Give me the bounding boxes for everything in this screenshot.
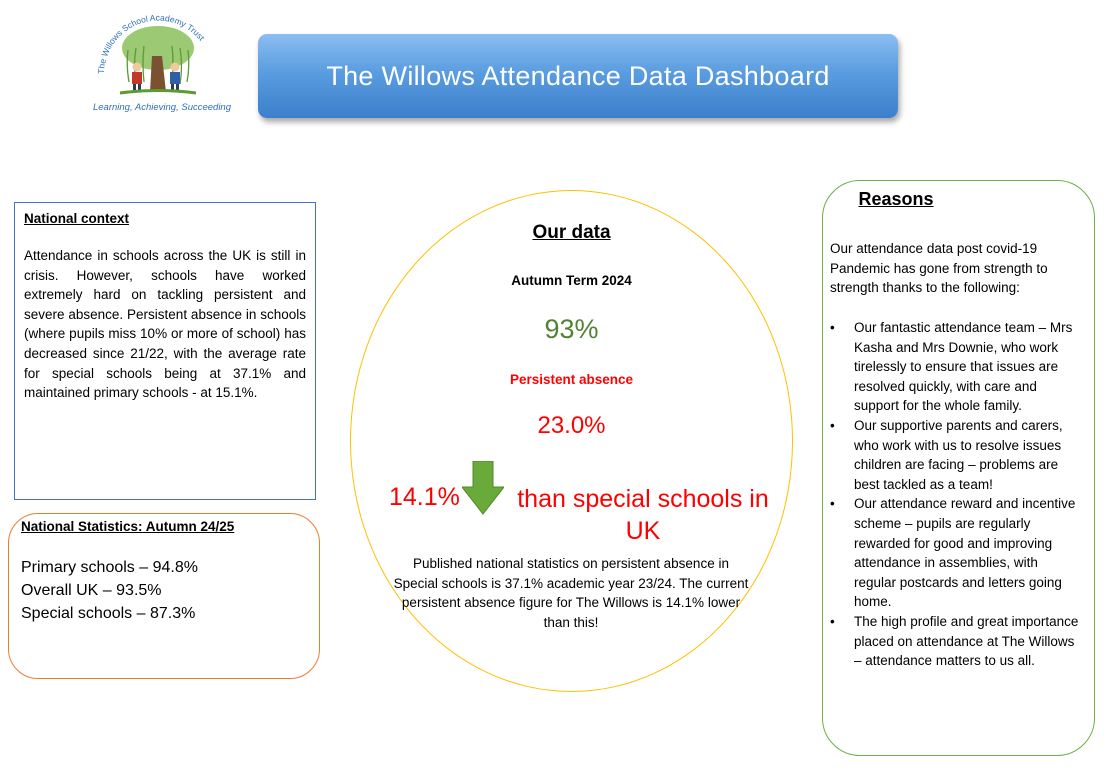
national-statistics-panel [8,513,320,679]
national-statistics-list [21,556,319,625]
national-statistics-heading: National Statistics: Autumn 24/25 [21,519,235,534]
national-context-text: Attendance in schools across the UK is still in crisis. However, schools have worked extremely hard on tackling persistent and severe absence. Persistent absence in schools (where pupils miss 10% or more of school) has decreased since 21/22, with the average rate for special schools being at 37.1% and maintained primary schools - at 15.1%. [24,248,306,401]
willow-tree-logo-icon [82,4,232,104]
persistent-absence-value: 23.0% [537,412,606,439]
reason-item: • Our fantastic attendance team – Mrs Kasha and Mrs Downie, who work tirelessly to ensure that issues are resolved quickly, with care and support for the whole family. [830,318,1082,416]
down-arrow-icon [462,461,504,515]
attendance-percentage: 93% [544,314,599,344]
statistic-overall-uk: Overall UK – 93.5% [21,582,162,599]
national-context-panel [14,202,316,500]
our-data-heading: Our data [532,222,611,243]
statistic-special-schools: Special schools – 87.3% [21,605,196,622]
difference-value: 14.1% [389,483,460,511]
published-statistics-note: Published national statistics on persistent absence in Special schools is 37.1% academic year 23/24. The current persistent absence figure for The Willows is 14.1% lower than this! [393,556,749,630]
logo-arc-text: The Willows School Academy Trust [95,12,207,75]
reasons-list [830,318,1082,671]
term-label: Autumn Term 2024 [511,273,632,288]
reason-item: • Our attendance reward and incentive scheme – pupils are regularly rewarded for good and improving attendance in assemblies, with regular postcards and letters going home. [830,494,1082,612]
page-title: The Willows Attendance Data Dashboard [326,60,830,91]
national-context-heading: National context [24,211,130,226]
school-logo [82,4,232,118]
difference-text: than special schools in UK [517,485,769,545]
reasons-heading: Reasons [858,189,934,209]
reason-item: • The high profile and great importance placed on attendance at The Willows – attendance matters to us all. [830,612,1082,671]
reason-item: • Our supportive parents and carers, who work with us to resolve issues children are facing – problems are best tackled as a team! [830,416,1082,494]
persistent-absence-label: Persistent absence [509,372,634,387]
logo-motto: Learning, Achieving, Succeeding [92,102,232,113]
title-banner [258,34,898,118]
statistic-primary-schools: Primary schools – 94.8% [21,559,198,576]
reasons-intro: Our attendance data post covid-19 Pandemic has gone from strength to strength thanks to the following: [830,241,1048,296]
